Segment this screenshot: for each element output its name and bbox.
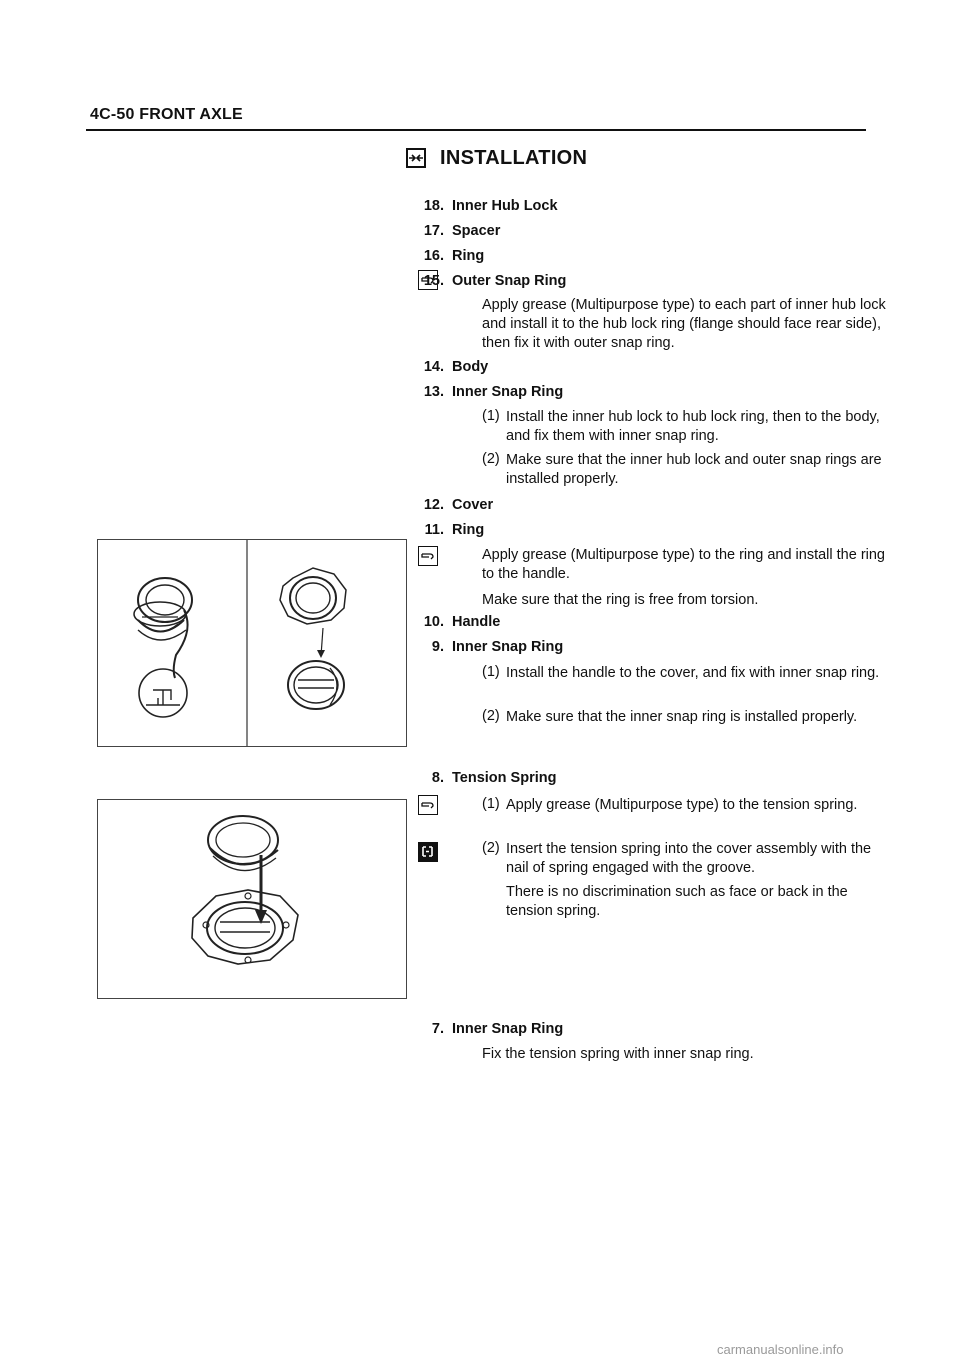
figure-tension-spring	[97, 799, 407, 999]
page-header: 4C-50 FRONT AXLE	[90, 106, 243, 123]
step-number: 8.	[431, 770, 444, 786]
step-name: Inner Hub Lock	[452, 198, 558, 214]
step-instruction: Fix the tension spring with inner snap ring.	[482, 1046, 754, 1062]
substep-text: Install the handle to the cover, and fix with inner snap ring.	[506, 665, 880, 681]
step-name: Inner Snap Ring	[452, 639, 564, 655]
step-name: Ring	[452, 248, 485, 264]
substep-number: (1)	[482, 408, 500, 424]
substep-text: Insert the tension spring into the cover assembly with the nail of spring engaged with the groove.	[506, 841, 872, 876]
step-name: Inner Snap Ring	[452, 384, 564, 400]
tension-spring-illustration	[98, 800, 406, 998]
step-name: Inner Snap Ring	[452, 1021, 564, 1037]
special-tool-icon	[418, 842, 438, 862]
substep-text: Install the inner hub lock to hub lock ring, then to the body, and fix them with inner snap ring.	[506, 409, 880, 444]
footer-watermark: carmanualsonline.info	[717, 1342, 844, 1357]
step-instruction: Make sure that the ring is free from torsion.	[482, 592, 759, 608]
grease-gun-icon	[418, 795, 438, 815]
step-number: 11.	[424, 522, 444, 538]
step-number: 18.	[423, 198, 444, 214]
step-number: 16.	[423, 248, 444, 264]
step-name: Tension Spring	[452, 770, 557, 786]
step-name: Spacer	[452, 223, 501, 239]
substep-number: (1)	[482, 796, 500, 812]
step-instruction: Apply grease (Multipurpose type) to each part of inner hub lock and install it to the hub lock ring (flange should face rear side), then fix it with outer snap ring.	[482, 297, 886, 351]
step-number: 14.	[423, 359, 444, 375]
substep-text: Make sure that the inner snap ring is installed properly.	[506, 709, 858, 725]
substep-number: (2)	[482, 451, 500, 467]
install-arrows-icon	[406, 148, 426, 168]
step-number: 13.	[423, 384, 444, 400]
substep-text: Make sure that the inner hub lock and outer snap rings are installed properly.	[506, 452, 882, 487]
step-name: Body	[452, 359, 489, 375]
step-number: 9.	[431, 639, 444, 655]
substep-note: There is no discrimination such as face or back in the tension spring.	[506, 884, 848, 919]
substep-number: (2)	[482, 840, 500, 856]
header-rule	[86, 129, 866, 131]
step-number: 10.	[423, 614, 444, 630]
step-number: 12.	[423, 497, 444, 513]
step-number: 15.	[423, 273, 444, 289]
step-name: Cover	[452, 497, 494, 513]
substep-text: Apply grease (Multipurpose type) to the tension spring.	[506, 797, 858, 813]
figure-ring-handle	[97, 539, 407, 747]
step-name: Handle	[452, 614, 501, 630]
grease-gun-icon	[418, 546, 438, 566]
step-number: 17.	[423, 223, 444, 239]
substep-number: (2)	[482, 708, 500, 724]
ring-handle-illustration	[98, 540, 406, 746]
step-name: Outer Snap Ring	[452, 273, 567, 289]
substep-number: (1)	[482, 664, 500, 680]
step-instruction: Apply grease (Multipurpose type) to the ring and install the ring to the handle.	[482, 547, 885, 582]
section-title: INSTALLATION	[440, 147, 588, 169]
step-number: 7.	[431, 1021, 444, 1037]
step-name: Ring	[452, 522, 485, 538]
